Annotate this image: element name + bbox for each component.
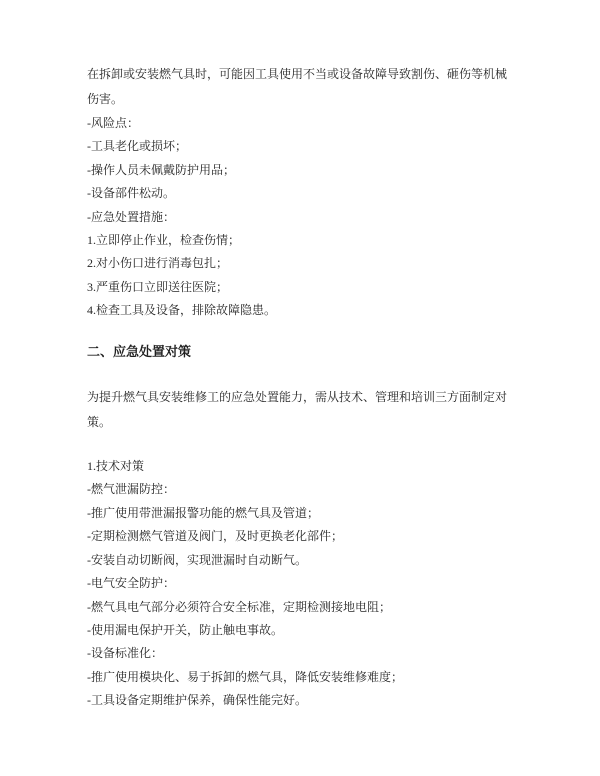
risk-section: [87, 112, 513, 323]
list-line: -工具老化或损坏；: [87, 139, 187, 154]
countermeasure-section: [87, 455, 513, 712]
list-line: -操作人员未佩戴防护用品；: [87, 162, 235, 177]
list-line: -燃气泄漏防控：: [87, 482, 175, 497]
list-line: -应急处置措施：: [87, 209, 175, 224]
list-line: 1.技术对策: [87, 459, 145, 474]
list-line: -使用漏电保护开关，防止触电事故。: [87, 622, 283, 637]
list-line: 4.检查工具及设备，排除故障隐患。: [87, 303, 277, 318]
list-line: 2.对小伤口进行消毒包扎；: [87, 256, 229, 271]
list-line: 3.严重伤口立即送往医院；: [87, 279, 229, 294]
section-intro-paragraph: 为提升燃气具安装维修工的应急处置能力，需从技术、管理和培训三方面制定对策。: [87, 390, 508, 430]
list-line: -风险点：: [87, 116, 139, 130]
list-line: -推广使用带泄漏报警功能的燃气具及管道；: [87, 505, 319, 520]
list-line: -设备标准化：: [87, 646, 163, 661]
list-line: -工具设备定期维护保养，确保性能完好。: [87, 693, 307, 708]
list-line: -电气安全防护：: [87, 576, 175, 591]
list-line: -燃气具电气部分必须符合安全标准，定期检测接地电阻；: [87, 599, 391, 614]
list-line: -安装自动切断阀，实现泄漏时自动断气。: [87, 552, 307, 567]
list-line: 1.立即停止作业，检查伤情；: [87, 233, 241, 248]
intro-paragraph: 在拆卸或安装燃气具时，可能因工具使用不当或设备故障导致割伤、砸伤等机械伤害。: [87, 67, 508, 106]
list-line: -定期检测燃气管道及阀门，及时更换老化部件；: [87, 529, 343, 544]
list-line: -设备部件松动。: [87, 186, 175, 201]
section-heading: 二、应急处置对策: [87, 343, 192, 359]
document-body: [87, 62, 513, 713]
list-line: -推广使用模块化、易于拆卸的燃气具，降低安装维修难度；: [87, 669, 403, 684]
